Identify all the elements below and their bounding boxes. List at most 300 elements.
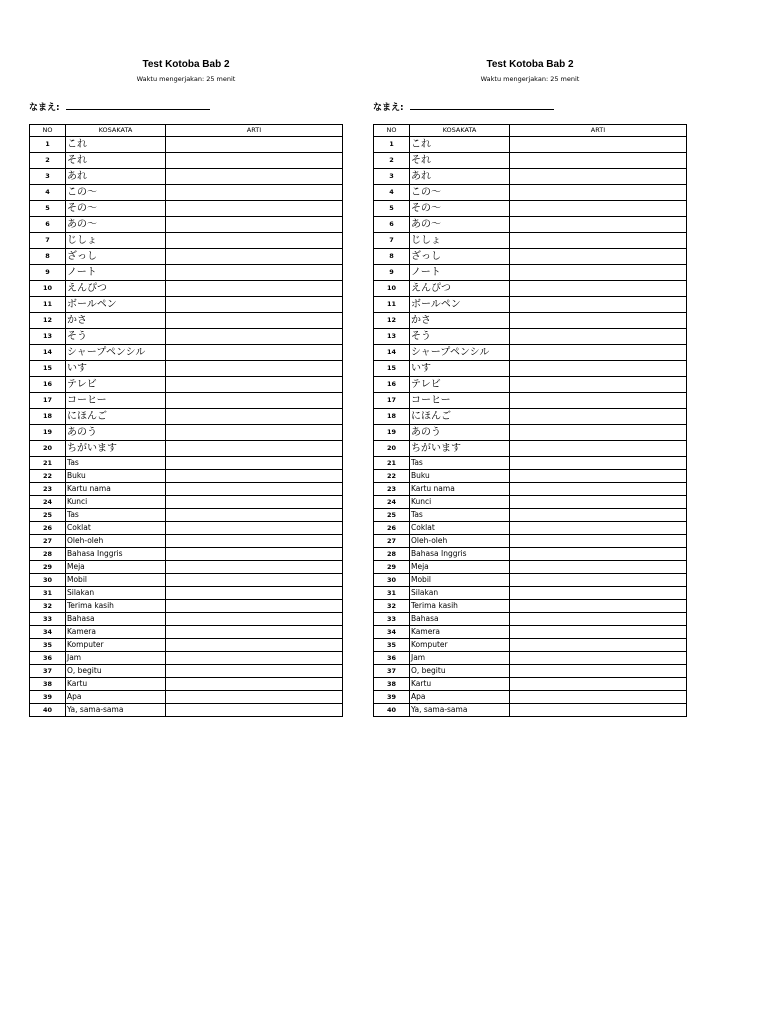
arti-answer-cell[interactable] [166,613,343,626]
row-number: 8 [30,249,66,265]
arti-answer-cell[interactable] [510,185,687,201]
row-number: 39 [30,691,66,704]
kosakata-cell: Kartu nama [66,483,166,496]
kosakata-cell: あれ [66,169,166,185]
arti-answer-cell[interactable] [510,652,687,665]
kosakata-cell: Oleh-oleh [66,535,166,548]
kosakata-cell: Mobil [66,574,166,587]
kosakata-cell: Silakan [410,587,510,600]
kosakata-cell: この～ [410,185,510,201]
header-kosakata: KOSAKATA [66,125,166,137]
arti-answer-cell[interactable] [166,704,343,717]
table-row [374,249,687,265]
table-row [374,265,687,281]
arti-answer-cell[interactable] [166,345,343,361]
arti-answer-cell[interactable] [166,153,343,169]
arti-answer-cell[interactable] [510,153,687,169]
table-row [374,613,687,626]
table-row [30,496,343,509]
arti-answer-cell[interactable] [510,548,687,561]
arti-answer-cell[interactable] [166,425,343,441]
arti-answer-cell[interactable] [166,393,343,409]
kosakata-cell: Kartu [66,678,166,691]
arti-answer-cell[interactable] [510,425,687,441]
arti-answer-cell[interactable] [166,665,343,678]
kosakata-cell: Tas [410,457,510,470]
arti-answer-cell[interactable] [510,470,687,483]
arti-answer-cell[interactable] [510,297,687,313]
table-row [374,409,687,425]
row-number: 28 [30,548,66,561]
kosakata-cell: Tas [66,509,166,522]
table-row [374,393,687,409]
kosakata-cell: これ [66,137,166,153]
table-row [374,691,687,704]
table-row [30,361,343,377]
arti-answer-cell[interactable] [166,691,343,704]
kosakata-cell: ざっし [66,249,166,265]
arti-answer-cell[interactable] [510,281,687,297]
arti-answer-cell[interactable] [166,652,343,665]
table-row [30,626,343,639]
arti-answer-cell[interactable] [166,457,343,470]
arti-answer-cell[interactable] [166,678,343,691]
arti-answer-cell[interactable] [166,185,343,201]
table-row [374,561,687,574]
kosakata-cell: ちがいます [410,441,510,457]
row-number: 34 [374,626,410,639]
vocab-table [29,124,343,717]
table-row [30,704,343,717]
row-number: 9 [30,265,66,281]
table-row [374,678,687,691]
table-row [30,185,343,201]
row-number: 22 [30,470,66,483]
row-number: 38 [30,678,66,691]
arti-answer-cell[interactable] [166,496,343,509]
kosakata-cell: Meja [410,561,510,574]
table-row [374,626,687,639]
arti-answer-cell[interactable] [166,297,343,313]
kosakata-cell: その～ [66,201,166,217]
arti-answer-cell[interactable] [510,496,687,509]
kosakata-cell: ノート [66,265,166,281]
arti-answer-cell[interactable] [510,483,687,496]
arti-answer-cell[interactable] [510,249,687,265]
row-number: 40 [30,704,66,717]
table-row [374,587,687,600]
kosakata-cell: Bahasa Inggris [410,548,510,561]
test-sheet-left [29,58,343,717]
kosakata-cell: えんぴつ [66,281,166,297]
vocab-table [373,124,687,717]
table-row [30,574,343,587]
kosakata-cell: あの～ [66,217,166,233]
kosakata-cell: その～ [410,201,510,217]
arti-answer-cell[interactable] [166,329,343,345]
kosakata-cell: Kunci [410,496,510,509]
table-row [374,652,687,665]
table-row [30,678,343,691]
table-row [30,470,343,483]
table-row [374,137,687,153]
arti-answer-cell[interactable] [166,587,343,600]
row-number: 25 [374,509,410,522]
row-number: 32 [374,600,410,613]
sheet-subtitle: Waktu mengerjakan: 25 menit [136,75,236,83]
kosakata-cell: Mobil [410,574,510,587]
row-number: 5 [30,201,66,217]
row-number: 6 [374,217,410,233]
table-row [374,329,687,345]
arti-answer-cell[interactable] [166,281,343,297]
arti-answer-cell[interactable] [166,249,343,265]
kosakata-cell: Jam [410,652,510,665]
arti-answer-cell[interactable] [510,457,687,470]
table-row [374,496,687,509]
arti-answer-cell[interactable] [166,483,343,496]
table-row [30,217,343,233]
kosakata-cell: いす [66,361,166,377]
row-number: 35 [30,639,66,652]
kosakata-cell: Bahasa [410,613,510,626]
arti-answer-cell[interactable] [166,600,343,613]
table-row [30,652,343,665]
table-row [30,297,343,313]
name-label: なまえ: [29,103,60,113]
arti-answer-cell[interactable] [510,626,687,639]
kosakata-cell: Terima kasih [410,600,510,613]
table-row [30,329,343,345]
header-arti: ARTI [510,125,687,137]
row-number: 1 [30,137,66,153]
kosakata-cell: あのう [66,425,166,441]
kosakata-cell: Tas [66,457,166,470]
row-number: 7 [30,233,66,249]
name-field[interactable] [373,100,687,114]
table-row [374,509,687,522]
name-blank-line[interactable] [66,109,210,110]
arti-answer-cell[interactable] [510,639,687,652]
table-header-row [30,125,343,137]
arti-answer-cell[interactable] [166,470,343,483]
kosakata-cell: ボールペン [66,297,166,313]
row-number: 34 [30,626,66,639]
row-number: 30 [374,574,410,587]
arti-answer-cell[interactable] [166,409,343,425]
row-number: 32 [30,600,66,613]
kosakata-cell: Apa [66,691,166,704]
row-number: 37 [30,665,66,678]
row-number: 19 [30,425,66,441]
kosakata-cell: テレビ [66,377,166,393]
row-number: 14 [30,345,66,361]
arti-answer-cell[interactable] [510,329,687,345]
row-number: 35 [374,639,410,652]
kosakata-cell: Ya, sama-sama [66,704,166,717]
row-number: 33 [30,613,66,626]
row-number: 31 [30,587,66,600]
kosakata-cell: あの～ [410,217,510,233]
arti-answer-cell[interactable] [166,361,343,377]
row-number: 7 [374,233,410,249]
kosakata-cell: O, begitu [410,665,510,678]
kosakata-cell: コーヒー [410,393,510,409]
kosakata-cell: Buku [410,470,510,483]
row-number: 19 [374,425,410,441]
kosakata-cell: Terima kasih [66,600,166,613]
table-row [374,535,687,548]
table-row [374,377,687,393]
table-row [30,137,343,153]
row-number: 24 [30,496,66,509]
kosakata-cell: テレビ [410,377,510,393]
arti-answer-cell[interactable] [510,665,687,678]
table-row [30,169,343,185]
table-row [374,185,687,201]
kosakata-cell: かさ [66,313,166,329]
row-number: 3 [374,169,410,185]
arti-answer-cell[interactable] [166,626,343,639]
arti-answer-cell[interactable] [510,201,687,217]
table-row [30,201,343,217]
kosakata-cell: Meja [66,561,166,574]
kosakata-cell: Ya, sama-sama [410,704,510,717]
row-number: 36 [374,652,410,665]
arti-answer-cell[interactable] [510,393,687,409]
table-row [30,313,343,329]
kosakata-cell: ざっし [410,249,510,265]
name-field[interactable] [29,100,343,114]
kosakata-cell: これ [410,137,510,153]
kosakata-cell: Oleh-oleh [410,535,510,548]
kosakata-cell: にほんご [410,409,510,425]
kosakata-cell: にほんご [66,409,166,425]
arti-answer-cell[interactable] [166,441,343,457]
row-number: 23 [30,483,66,496]
arti-answer-cell[interactable] [510,691,687,704]
row-number: 1 [374,137,410,153]
row-number: 3 [30,169,66,185]
arti-answer-cell[interactable] [510,217,687,233]
row-number: 23 [374,483,410,496]
kosakata-cell: Bahasa [66,613,166,626]
table-row [374,483,687,496]
kosakata-cell: Komputer [410,639,510,652]
row-number: 39 [374,691,410,704]
arti-answer-cell[interactable] [510,704,687,717]
row-number: 13 [374,329,410,345]
sheet-title: Test Kotoba Bab 2 [142,59,230,70]
row-number: 36 [30,652,66,665]
row-number: 16 [374,377,410,393]
kosakata-cell: シャープペンシル [410,345,510,361]
table-row [30,587,343,600]
table-row [374,639,687,652]
table-row [374,201,687,217]
row-number: 28 [374,548,410,561]
arti-answer-cell[interactable] [510,313,687,329]
table-row [374,169,687,185]
row-number: 40 [374,704,410,717]
kosakata-cell: かさ [410,313,510,329]
arti-answer-cell[interactable] [166,265,343,281]
table-row [374,600,687,613]
kosakata-cell: じしょ [66,233,166,249]
table-row [30,425,343,441]
table-row [374,217,687,233]
arti-answer-cell[interactable] [510,233,687,249]
table-row [374,704,687,717]
arti-answer-cell[interactable] [510,377,687,393]
table-row [374,313,687,329]
row-number: 24 [374,496,410,509]
row-number: 27 [30,535,66,548]
table-row [30,613,343,626]
arti-answer-cell[interactable] [510,561,687,574]
row-number: 11 [30,297,66,313]
table-row [374,665,687,678]
row-number: 21 [30,457,66,470]
kosakata-cell: O, begitu [66,665,166,678]
arti-answer-cell[interactable] [510,509,687,522]
table-row [30,665,343,678]
row-number: 25 [30,509,66,522]
kosakata-cell: Bahasa Inggris [66,548,166,561]
arti-answer-cell[interactable] [510,265,687,281]
header-kosakata: KOSAKATA [410,125,510,137]
row-number: 14 [374,345,410,361]
table-row [374,522,687,535]
table-row [374,470,687,483]
kosakata-cell: ボールペン [410,297,510,313]
arti-answer-cell[interactable] [510,137,687,153]
table-row [374,345,687,361]
table-row [374,574,687,587]
arti-answer-cell[interactable] [510,678,687,691]
row-number: 20 [374,441,410,457]
table-row [30,457,343,470]
kosakata-cell: それ [66,153,166,169]
kosakata-cell: それ [410,153,510,169]
table-row [30,548,343,561]
kosakata-cell: Kartu nama [410,483,510,496]
table-row [30,265,343,281]
arti-answer-cell[interactable] [510,522,687,535]
arti-answer-cell[interactable] [510,574,687,587]
kosakata-cell: ノート [410,265,510,281]
arti-answer-cell[interactable] [166,574,343,587]
row-number: 15 [30,361,66,377]
arti-answer-cell[interactable] [166,639,343,652]
row-number: 26 [374,522,410,535]
arti-answer-cell[interactable] [166,217,343,233]
row-number: 20 [30,441,66,457]
table-row [374,457,687,470]
arti-answer-cell[interactable] [166,313,343,329]
kosakata-cell: いす [410,361,510,377]
arti-answer-cell[interactable] [510,409,687,425]
kosakata-cell: そう [66,329,166,345]
table-row [30,691,343,704]
kosakata-cell: あのう [410,425,510,441]
table-row [30,600,343,613]
table-row [30,249,343,265]
arti-answer-cell[interactable] [510,361,687,377]
kosakata-cell: Silakan [66,587,166,600]
arti-answer-cell[interactable] [166,233,343,249]
row-number: 15 [374,361,410,377]
arti-answer-cell[interactable] [166,548,343,561]
row-number: 38 [374,678,410,691]
row-number: 8 [374,249,410,265]
row-number: 5 [374,201,410,217]
name-label: なまえ: [373,103,404,113]
arti-answer-cell[interactable] [166,509,343,522]
table-row [30,377,343,393]
kosakata-cell: じしょ [410,233,510,249]
kosakata-cell: Apa [410,691,510,704]
name-blank-line[interactable] [410,109,554,110]
table-row [30,153,343,169]
row-number: 6 [30,217,66,233]
table-row [30,233,343,249]
arti-answer-cell[interactable] [510,441,687,457]
row-number: 10 [30,281,66,297]
header-no: NO [374,125,410,137]
table-row [30,535,343,548]
table-row [374,233,687,249]
arti-answer-cell[interactable] [166,522,343,535]
arti-answer-cell[interactable] [510,535,687,548]
row-number: 18 [30,409,66,425]
test-sheet-right [373,58,687,717]
kosakata-cell: そう [410,329,510,345]
kosakata-cell: この～ [66,185,166,201]
table-row [30,393,343,409]
arti-answer-cell[interactable] [166,561,343,574]
arti-answer-cell[interactable] [510,600,687,613]
arti-answer-cell[interactable] [166,169,343,185]
table-row [374,361,687,377]
table-row [30,483,343,496]
row-number: 4 [30,185,66,201]
row-number: 18 [374,409,410,425]
header-no: NO [30,125,66,137]
arti-answer-cell[interactable] [166,535,343,548]
arti-answer-cell[interactable] [510,169,687,185]
row-number: 10 [374,281,410,297]
arti-answer-cell[interactable] [166,201,343,217]
kosakata-cell: Coklat [410,522,510,535]
row-number: 17 [374,393,410,409]
table-header-row [374,125,687,137]
row-number: 37 [374,665,410,678]
row-number: 29 [374,561,410,574]
kosakata-cell: Kamera [410,626,510,639]
arti-answer-cell[interactable] [166,137,343,153]
table-row [30,522,343,535]
row-number: 11 [374,297,410,313]
row-number: 12 [30,313,66,329]
table-row [374,441,687,457]
arti-answer-cell[interactable] [510,587,687,600]
arti-answer-cell[interactable] [166,377,343,393]
sheet-title: Test Kotoba Bab 2 [486,59,574,70]
kosakata-cell: えんぴつ [410,281,510,297]
arti-answer-cell[interactable] [510,345,687,361]
arti-answer-cell[interactable] [510,613,687,626]
